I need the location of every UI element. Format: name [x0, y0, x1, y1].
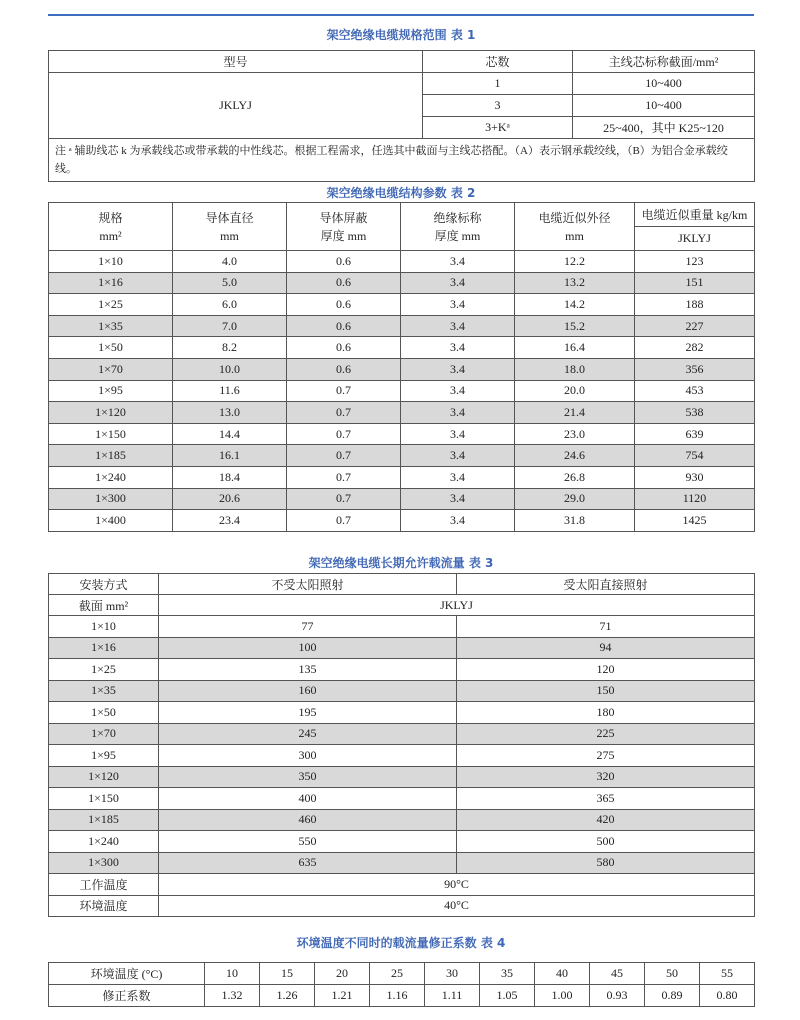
- t3-section-cell: 1×35: [49, 680, 159, 702]
- table4-caption: 环境温度不同时的载流量修正系数 表 4: [296, 936, 506, 950]
- t3-section-cell: 1×240: [49, 831, 159, 853]
- t2-header-spec: 规格 mm²: [49, 203, 173, 251]
- table-row: [49, 466, 755, 488]
- t2-od-cell: 24.6: [515, 445, 635, 467]
- t1-section: 10~400: [573, 73, 755, 95]
- t4-coef-cell: 1.05: [480, 985, 535, 1007]
- t2-shield-cell: 0.7: [287, 488, 401, 510]
- t2-weight-cell: 282: [635, 337, 755, 359]
- table-row: [49, 659, 755, 681]
- t3-no-sun-cell: 160: [159, 680, 457, 702]
- t2-conductor-cell: 7.0: [173, 315, 287, 337]
- t2-od-cell: 23.0: [515, 423, 635, 445]
- t4-coef-cell: 1.32: [205, 985, 260, 1007]
- table-row: [49, 680, 755, 702]
- t3-env-temp-value: 40°C: [159, 895, 755, 917]
- t2-conductor-cell: 10.0: [173, 358, 287, 380]
- t2-insulation-cell: 3.4: [401, 488, 515, 510]
- table2: [48, 202, 755, 532]
- t3-sun-cell: 580: [457, 852, 755, 874]
- t3-no-sun-cell: 635: [159, 852, 457, 874]
- t4-temp-cell: 20: [315, 963, 370, 985]
- table-row: [49, 831, 755, 853]
- t3-no-sun-cell: 195: [159, 702, 457, 724]
- t2-conductor-cell: 16.1: [173, 445, 287, 467]
- table-row: [49, 809, 755, 831]
- t4-coef-cell: 1.11: [425, 985, 480, 1007]
- t2-od-cell: 13.2: [515, 272, 635, 294]
- t3-env-temp-label: 环境温度: [49, 895, 159, 917]
- t2-conductor-cell: 6.0: [173, 294, 287, 316]
- t2-header-conductor: 导体直径 mm: [173, 203, 287, 251]
- t3-sun-cell: 150: [457, 680, 755, 702]
- t2-spec-cell: 1×150: [49, 423, 173, 445]
- t3-no-sun-cell: 245: [159, 723, 457, 745]
- t3-section-cell: 1×16: [49, 637, 159, 659]
- table-row: [49, 702, 755, 724]
- t1-note: 注 ᵃ 辅助线芯 k 为承载线芯或带承载的中性线芯。根据工程需求，任选其中截面与主线芯搭配。（A）表示钢承载绞线，（B）为铝合金承载绞线。: [49, 139, 755, 182]
- t2-spec-cell: 1×35: [49, 315, 173, 337]
- table-row: [49, 874, 755, 896]
- t2-od-cell: 26.8: [515, 466, 635, 488]
- t2-weight-cell: 123: [635, 251, 755, 273]
- t4-temp-cell: 35: [480, 963, 535, 985]
- t1-header-model: 型号: [49, 51, 423, 73]
- t2-weight-cell: 1425: [635, 510, 755, 532]
- table-row: [49, 423, 755, 445]
- t2-insulation-cell: 3.4: [401, 358, 515, 380]
- t2-od-cell: 15.2: [515, 315, 635, 337]
- t2-spec-cell: 1×185: [49, 445, 173, 467]
- t2-shield-cell: 0.7: [287, 445, 401, 467]
- t2-od-cell: 31.8: [515, 510, 635, 532]
- t3-no-sun-cell: 400: [159, 788, 457, 810]
- t2-shield-cell: 0.6: [287, 251, 401, 273]
- table-row: [49, 358, 755, 380]
- t4-temp-cell: 25: [370, 963, 425, 985]
- t3-sun-cell: 225: [457, 723, 755, 745]
- table-row: [49, 337, 755, 359]
- table-row: [49, 251, 755, 273]
- t3-no-sun-cell: 300: [159, 745, 457, 767]
- table-row: [49, 895, 755, 917]
- table-row: [49, 315, 755, 337]
- t2-od-cell: 14.2: [515, 294, 635, 316]
- t2-shield-cell: 0.6: [287, 337, 401, 359]
- table-row: [49, 402, 755, 424]
- t3-section-cell: 1×70: [49, 723, 159, 745]
- table-row: [49, 510, 755, 532]
- t2-conductor-cell: 18.4: [173, 466, 287, 488]
- table2-caption: 架空绝缘电缆结构参数 表 2: [326, 186, 476, 200]
- t2-conductor-cell: 5.0: [173, 272, 287, 294]
- t2-weight-cell: 151: [635, 272, 755, 294]
- t2-conductor-cell: 14.4: [173, 423, 287, 445]
- t3-sun-cell: 275: [457, 745, 755, 767]
- t3-section-cell: 1×300: [49, 852, 159, 874]
- t2-spec-cell: 1×70: [49, 358, 173, 380]
- t2-spec-cell: 1×16: [49, 272, 173, 294]
- t2-conductor-cell: 11.6: [173, 380, 287, 402]
- t4-temp-cell: 40: [535, 963, 590, 985]
- t2-shield-cell: 0.6: [287, 315, 401, 337]
- t2-od-cell: 16.4: [515, 337, 635, 359]
- t3-header-model: JKLYJ: [159, 595, 755, 616]
- t1-cores: 3: [423, 95, 573, 117]
- t2-shield-cell: 0.6: [287, 358, 401, 380]
- t2-spec-cell: 1×240: [49, 466, 173, 488]
- t2-weight-cell: 188: [635, 294, 755, 316]
- t3-section-cell: 1×185: [49, 809, 159, 831]
- table-row: [49, 488, 755, 510]
- t4-temp-cell: 10: [205, 963, 260, 985]
- t3-no-sun-cell: 550: [159, 831, 457, 853]
- t3-sun-cell: 120: [457, 659, 755, 681]
- t3-work-temp-value: 90°C: [159, 874, 755, 896]
- t4-coef-cell: 1.21: [315, 985, 370, 1007]
- table-row: [49, 723, 755, 745]
- table-row: [49, 272, 755, 294]
- t3-header-sun: 受太阳直接照射: [457, 574, 755, 595]
- t3-no-sun-cell: 135: [159, 659, 457, 681]
- table-row: [49, 766, 755, 788]
- t1-header-section: 主线芯标称截面/mm²: [573, 51, 755, 73]
- t3-sun-cell: 365: [457, 788, 755, 810]
- t2-insulation-cell: 3.4: [401, 445, 515, 467]
- t2-shield-cell: 0.7: [287, 510, 401, 532]
- t2-spec-cell: 1×400: [49, 510, 173, 532]
- table1: [48, 50, 755, 182]
- table1-caption: 架空绝缘电缆规格范围 表 1: [326, 28, 476, 42]
- t3-section-cell: 1×10: [49, 616, 159, 638]
- table3: [48, 573, 755, 917]
- t2-shield-cell: 0.7: [287, 466, 401, 488]
- t1-section: 10~400: [573, 95, 755, 117]
- t2-spec-cell: 1×25: [49, 294, 173, 316]
- t2-insulation-cell: 3.4: [401, 423, 515, 445]
- t2-weight-cell: 1120: [635, 488, 755, 510]
- t3-header-no-sun: 不受太阳照射: [159, 574, 457, 595]
- t4-temp-cell: 30: [425, 963, 480, 985]
- t2-insulation-cell: 3.4: [401, 510, 515, 532]
- t2-shield-cell: 0.7: [287, 380, 401, 402]
- t2-header-weight-model: JKLYJ: [635, 227, 755, 251]
- t2-insulation-cell: 3.4: [401, 251, 515, 273]
- table4: [48, 962, 755, 1007]
- t2-insulation-cell: 3.4: [401, 466, 515, 488]
- t2-shield-cell: 0.6: [287, 294, 401, 316]
- t1-section: 25~400，其中 K25~120: [573, 117, 755, 139]
- t3-section-cell: 1×120: [49, 766, 159, 788]
- t2-insulation-cell: 3.4: [401, 337, 515, 359]
- t3-section-cell: 1×25: [49, 659, 159, 681]
- table-row: [49, 637, 755, 659]
- t2-insulation-cell: 3.4: [401, 380, 515, 402]
- t3-section-cell: 1×150: [49, 788, 159, 810]
- t2-insulation-cell: 3.4: [401, 272, 515, 294]
- table-row: [49, 445, 755, 467]
- t2-spec-cell: 1×50: [49, 337, 173, 359]
- t2-od-cell: 29.0: [515, 488, 635, 510]
- t2-conductor-cell: 23.4: [173, 510, 287, 532]
- table-row: [49, 852, 755, 874]
- table-row: [49, 745, 755, 767]
- t2-header-shield: 导体屏蔽 厚度 mm: [287, 203, 401, 251]
- t4-coef-cell: 1.00: [535, 985, 590, 1007]
- t2-spec-cell: 1×300: [49, 488, 173, 510]
- t2-od-cell: 21.4: [515, 402, 635, 424]
- t1-cores: 3+Kᵃ: [423, 117, 573, 139]
- t3-no-sun-cell: 100: [159, 637, 457, 659]
- t3-work-temp-label: 工作温度: [49, 874, 159, 896]
- t2-header-od: 电缆近似外径 mm: [515, 203, 635, 251]
- t2-conductor-cell: 13.0: [173, 402, 287, 424]
- t2-spec-cell: 1×10: [49, 251, 173, 273]
- t2-insulation-cell: 3.4: [401, 294, 515, 316]
- top-rule: [48, 14, 754, 16]
- table-row: [49, 788, 755, 810]
- t3-header-section: 截面 mm²: [49, 595, 159, 616]
- t2-weight-cell: 639: [635, 423, 755, 445]
- t2-od-cell: 20.0: [515, 380, 635, 402]
- t3-sun-cell: 320: [457, 766, 755, 788]
- t4-temp-cell: 45: [590, 963, 645, 985]
- t2-conductor-cell: 8.2: [173, 337, 287, 359]
- t4-coef-cell: 0.89: [645, 985, 700, 1007]
- t3-no-sun-cell: 460: [159, 809, 457, 831]
- t3-header-install: 安装方式: [49, 574, 159, 595]
- t2-conductor-cell: 20.6: [173, 488, 287, 510]
- t2-header-insulation: 绝缘标称 厚度 mm: [401, 203, 515, 251]
- t2-header-weight: 电缆近似重量 kg/km: [635, 203, 755, 227]
- t4-coef-cell: 0.80: [700, 985, 755, 1007]
- t1-cores: 1: [423, 73, 573, 95]
- table-row: [49, 380, 755, 402]
- t2-insulation-cell: 3.4: [401, 402, 515, 424]
- t2-od-cell: 12.2: [515, 251, 635, 273]
- t4-coef-cell: 1.16: [370, 985, 425, 1007]
- t2-weight-cell: 453: [635, 380, 755, 402]
- t2-shield-cell: 0.7: [287, 402, 401, 424]
- t4-temp-cell: 15: [260, 963, 315, 985]
- t2-weight-cell: 930: [635, 466, 755, 488]
- t4-temp-label: 环境温度 (°C): [49, 963, 205, 985]
- table3-caption: 架空绝缘电缆长期允许载流量 表 3: [308, 556, 494, 570]
- t2-shield-cell: 0.6: [287, 272, 401, 294]
- table-row: [49, 616, 755, 638]
- t1-header-cores: 芯数: [423, 51, 573, 73]
- t2-weight-cell: 356: [635, 358, 755, 380]
- t2-spec-cell: 1×95: [49, 380, 173, 402]
- t3-sun-cell: 420: [457, 809, 755, 831]
- t3-no-sun-cell: 350: [159, 766, 457, 788]
- t2-spec-cell: 1×120: [49, 402, 173, 424]
- t2-conductor-cell: 4.0: [173, 251, 287, 273]
- t2-shield-cell: 0.7: [287, 423, 401, 445]
- t3-sun-cell: 500: [457, 831, 755, 853]
- t3-section-cell: 1×50: [49, 702, 159, 724]
- table-row: [49, 294, 755, 316]
- t3-sun-cell: 94: [457, 637, 755, 659]
- t4-coef-cell: 0.93: [590, 985, 645, 1007]
- t3-sun-cell: 180: [457, 702, 755, 724]
- t2-weight-cell: 227: [635, 315, 755, 337]
- t4-coef-label: 修正系数: [49, 985, 205, 1007]
- t3-section-cell: 1×95: [49, 745, 159, 767]
- t4-temp-cell: 55: [700, 963, 755, 985]
- t1-model-cell: JKLYJ: [49, 73, 423, 139]
- t2-od-cell: 18.0: [515, 358, 635, 380]
- t4-coef-cell: 1.26: [260, 985, 315, 1007]
- t4-temp-cell: 50: [645, 963, 700, 985]
- t2-weight-cell: 754: [635, 445, 755, 467]
- t3-sun-cell: 71: [457, 616, 755, 638]
- t3-no-sun-cell: 77: [159, 616, 457, 638]
- t2-weight-cell: 538: [635, 402, 755, 424]
- t2-insulation-cell: 3.4: [401, 315, 515, 337]
